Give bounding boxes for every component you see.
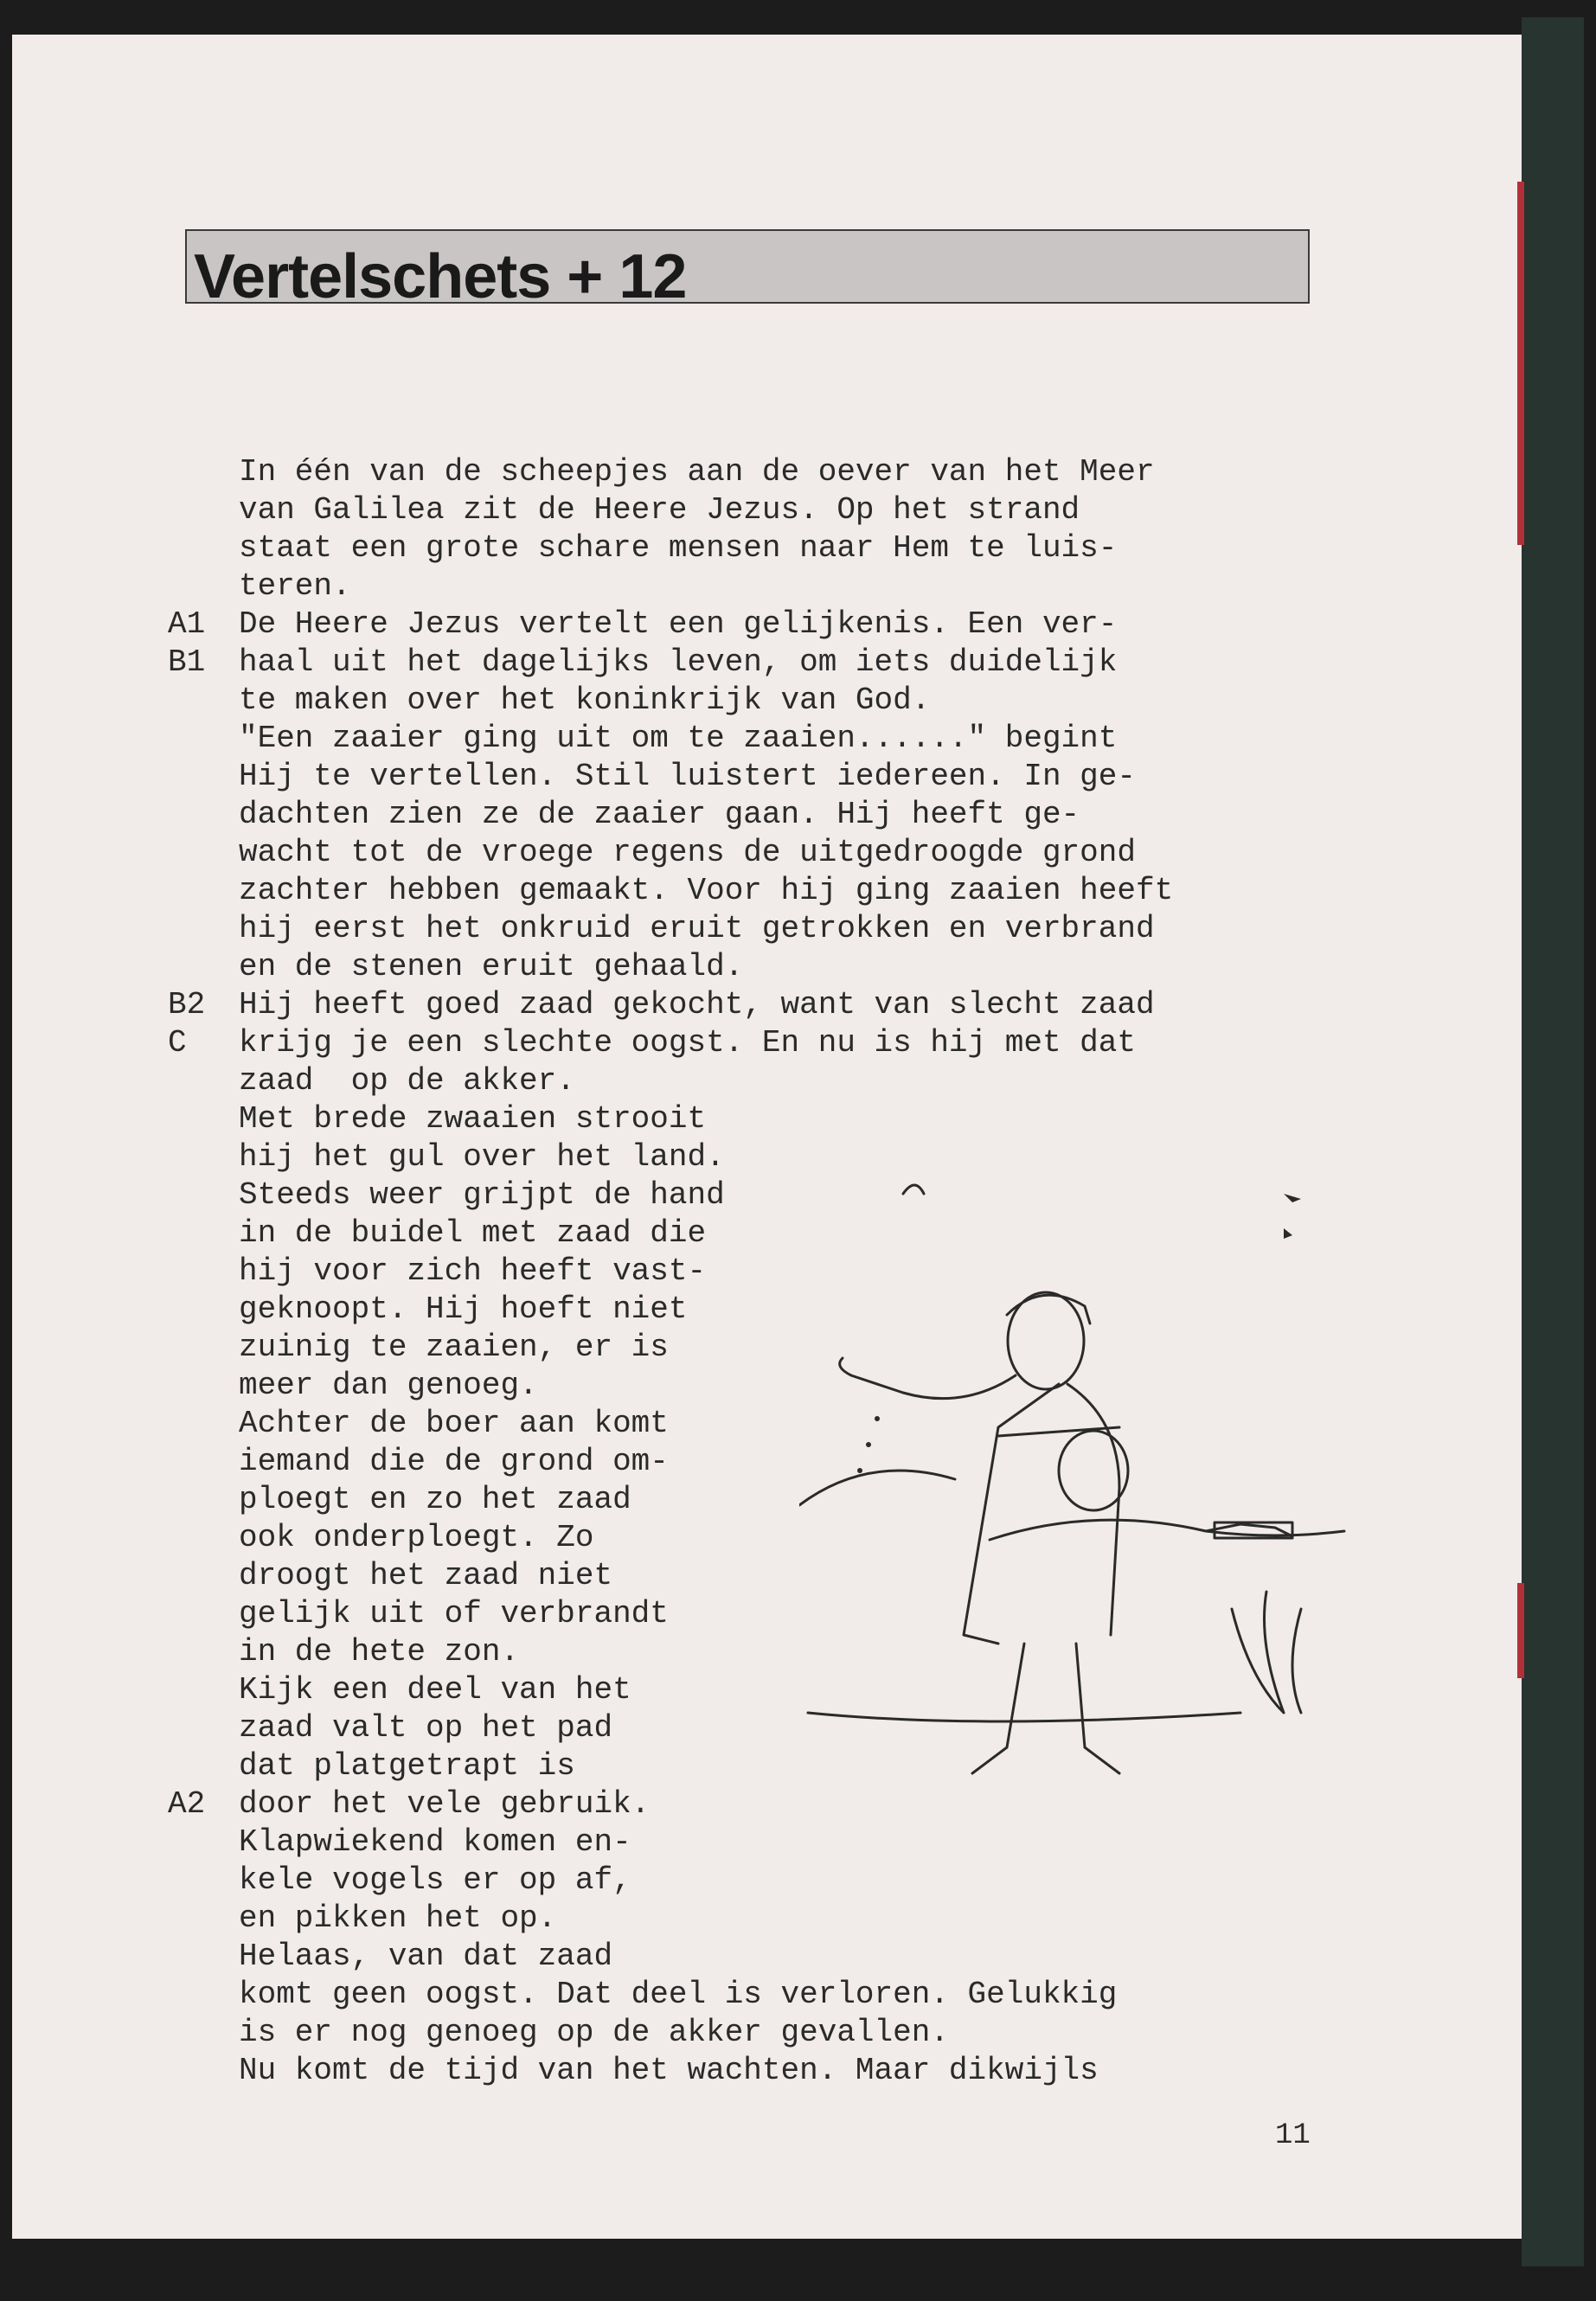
- text-line: staat een grote schare mensen naar Hem te luis-: [239, 530, 1118, 566]
- text-line: haal uit het dagelijks leven, om iets duidelijk: [239, 644, 1118, 680]
- text-line: Helaas, van dat zaad: [239, 1939, 613, 1974]
- page-edge-accent: [1517, 182, 1524, 545]
- text-line: door het vele gebruik.: [239, 1786, 651, 1822]
- text-line: In één van de scheepjes aan de oever van het Meer: [239, 454, 1155, 490]
- text-line: in de hete zon.: [239, 1634, 520, 1670]
- text-line: zuinig te zaaien, er is: [239, 1330, 669, 1365]
- text-line: en de stenen eruit gehaald.: [239, 949, 744, 984]
- text-line: wacht tot de vroege regens de uitgedroogde grond: [239, 835, 1136, 870]
- margin-marker: C: [168, 1025, 187, 1061]
- margin-marker: A2: [168, 1786, 206, 1822]
- text-line: geknoopt. Hij hoeft niet: [239, 1292, 688, 1327]
- text-line: Kijk een deel van het: [239, 1672, 631, 1708]
- text-line: krijg je een slechte oogst. En nu is hij met dat: [239, 1025, 1136, 1061]
- text-line: komt geen oogst. Dat deel is verloren. Gelukkig: [239, 1977, 1118, 2012]
- text-line: zachter hebben gemaakt. Voor hij ging zaaien heeft: [239, 873, 1174, 908]
- text-line: Hij te vertellen. Stil luistert iedereen. In ge-: [239, 759, 1136, 794]
- text-line: De Heere Jezus vertelt een gelijkenis. Een ver-: [239, 606, 1118, 642]
- text-line: hij het gul over het land.: [239, 1139, 725, 1175]
- text-line: is er nog genoeg op de akker gevallen.: [239, 2015, 949, 2050]
- margin-marker: B1: [168, 644, 206, 680]
- text-line: zaad valt op het pad: [239, 1710, 613, 1746]
- text-line: Hij heeft goed zaad gekocht, want van slecht zaad: [239, 987, 1155, 1022]
- text-line: kele vogels er op af,: [239, 1862, 631, 1898]
- text-line: Met brede zwaaien strooit: [239, 1101, 707, 1137]
- text-line: gelijk uit of verbrandt: [239, 1596, 669, 1631]
- text-line: van Galilea zit de Heere Jezus. Op het strand: [239, 492, 1080, 528]
- text-line: dachten zien ze de zaaier gaan. Hij heeft ge-: [239, 797, 1080, 832]
- text-line: hij eerst het onkruid eruit getrokken en verbrand: [239, 911, 1155, 946]
- book-page: [12, 35, 1522, 2239]
- text-line: ook onderploegt. Zo: [239, 1520, 594, 1555]
- text-line: dat platgetrapt is: [239, 1748, 575, 1784]
- margin-marker: A1: [168, 606, 206, 642]
- text-line: Achter de boer aan komt: [239, 1406, 669, 1441]
- text-line: meer dan genoeg.: [239, 1368, 538, 1403]
- text-line: iemand die de grond om-: [239, 1444, 669, 1479]
- page-title: Vertelschets + 12: [194, 242, 687, 311]
- margin-marker: B2: [168, 987, 206, 1022]
- text-line: Nu komt de tijd van het wachten. Maar dikwijls: [239, 2053, 1099, 2088]
- text-line: "Een zaaier ging uit om te zaaien......" begint: [239, 721, 1118, 756]
- sower-illustration: [799, 1159, 1362, 1851]
- text-line: in de buidel met zaad die: [239, 1215, 707, 1251]
- text-line: te maken over het koninkrijk van God.: [239, 683, 931, 718]
- page-number: 11: [1275, 2119, 1311, 2152]
- text-line: ploegt en zo het zaad: [239, 1482, 631, 1517]
- text-line: Steeds weer grijpt de hand: [239, 1177, 725, 1213]
- book-binding: [1522, 17, 1584, 2266]
- text-line: en pikken het op.: [239, 1900, 557, 1936]
- page-edge-accent: [1517, 1583, 1524, 1678]
- text-line: Klapwiekend komen en-: [239, 1824, 631, 1860]
- text-line: teren.: [239, 568, 351, 604]
- text-line: zaad op de akker.: [239, 1063, 575, 1099]
- text-line: hij voor zich heeft vast-: [239, 1253, 707, 1289]
- text-line: droogt het zaad niet: [239, 1558, 613, 1593]
